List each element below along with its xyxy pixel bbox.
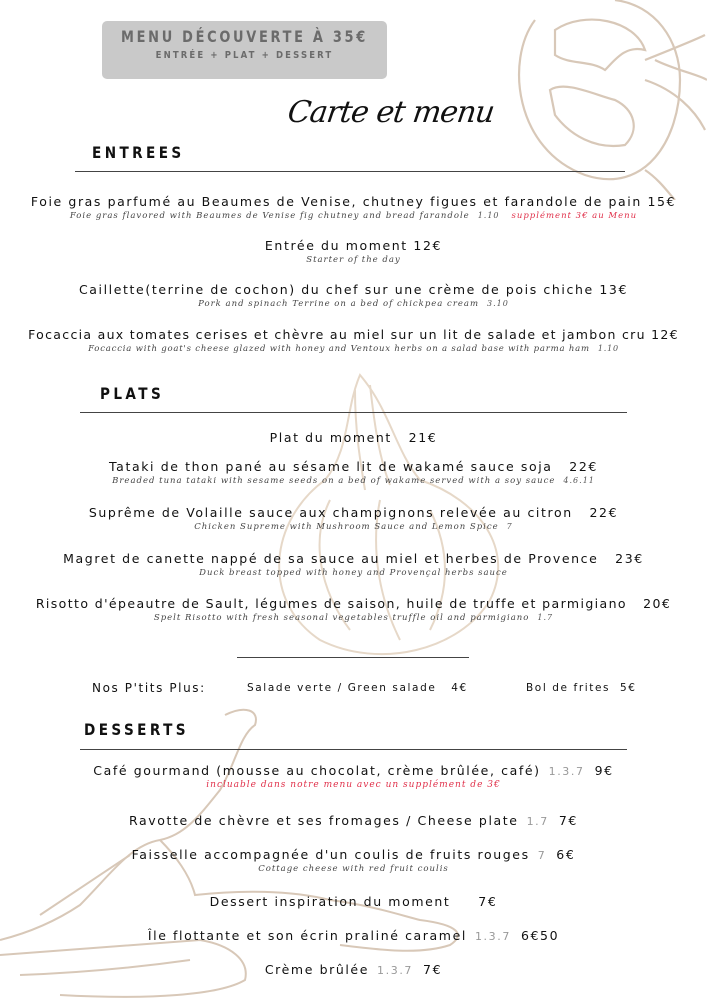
- item-description: Chicken Supreme with Mushroom Sauce and Lemon Spice: [194, 522, 499, 532]
- item-name: Café gourmand (mousse au chocolat, crème brûlée, café): [93, 763, 541, 778]
- menu-item: [0, 430, 707, 445]
- item-note: incluable dans notre menu avec un supplément de 3€: [206, 780, 501, 790]
- item-note: supplément 3€ au Menu: [511, 211, 638, 221]
- item-price: 13€: [599, 282, 629, 297]
- item-allergens: 7: [537, 849, 547, 862]
- item-name: Entrée du moment: [264, 238, 408, 253]
- item-name: Plat du moment: [269, 430, 392, 445]
- banner-subtitle: ENTRÉE + PLAT + DESSERT: [155, 50, 334, 61]
- item-allergens: 1.10: [477, 211, 500, 220]
- item-price: 12€: [651, 327, 679, 342]
- item-name: Crème brûlée: [264, 962, 370, 977]
- extra-item-salad: Salade verte / Green salade 4€: [247, 682, 468, 694]
- item-name: Île flottante et son écrin praliné caramel: [147, 928, 467, 943]
- section-title-plats: PLATS: [100, 384, 165, 403]
- item-name: Tataki de thon pané au sésame lit de wakamé sauce soja: [109, 459, 553, 474]
- item-name: Foie gras parfumé au Beaumes de Venise, chutney figues et farandole de pain: [30, 194, 642, 209]
- extra-item-fries: Bol de frites 5€: [526, 682, 637, 694]
- menu-item: [0, 327, 707, 354]
- item-allergens: 7: [506, 522, 513, 531]
- item-allergens: 1.7: [537, 613, 554, 622]
- item-price: 21€: [408, 430, 438, 445]
- menu-item: [0, 551, 707, 578]
- item-name: Risotto d'épeautre de Sault, légumes de saison, huile de truffe et parmigiano: [35, 596, 627, 611]
- menu-item: [0, 847, 707, 874]
- item-name: Suprême de Volaille sauce aux champignons relevée au citron: [88, 505, 573, 520]
- item-description: Starter of the day: [306, 255, 401, 265]
- section-divider: [80, 749, 627, 750]
- item-price: 9€: [594, 763, 614, 778]
- menu-item: [0, 282, 707, 309]
- menu-item: [0, 238, 707, 265]
- menu-item: [0, 194, 707, 221]
- item-description: Breaded tuna tataki with sesame seeds on a bed of wakame served with a soy sauce: [112, 476, 556, 486]
- menu-item: [0, 894, 707, 909]
- item-description: Focaccia with goat's cheese glazed with honey and Ventoux herbs on a salad base with parma ham: [88, 344, 590, 354]
- item-name: Dessert inspiration du moment: [209, 894, 451, 909]
- item-price: 15€: [647, 194, 677, 209]
- item-price: 7€: [423, 962, 443, 977]
- page-title: Carte et menu: [285, 95, 497, 130]
- item-allergens: 1.3.7: [548, 765, 585, 778]
- item-allergens: 1.3.7: [377, 964, 414, 977]
- item-allergens: 3.10: [487, 299, 509, 308]
- item-name: Caillette(terrine de cochon) du chef sur une crème de pois chiche: [78, 282, 594, 297]
- section-title-entrees: ENTREES: [92, 143, 185, 162]
- tomato-illustration-icon: [495, 0, 707, 200]
- item-price: 22€: [589, 505, 619, 520]
- section-divider: [75, 171, 625, 172]
- menu-decouverte-banner: [102, 21, 387, 79]
- extras-label: Nos P'tits Plus:: [92, 681, 206, 695]
- item-allergens: 1.3.7: [474, 930, 511, 943]
- menu-item: [0, 763, 707, 790]
- item-description: Spelt Risotto with fresh seasonal vegetables truffle oil and parmigiano: [153, 613, 530, 623]
- item-name: Ravotte de chèvre et ses fromages / Cheese plate: [129, 813, 519, 828]
- item-price: 23€: [615, 551, 644, 566]
- section-divider: [80, 412, 627, 413]
- item-allergens: 4.6.11: [563, 476, 595, 485]
- menu-item: [0, 459, 707, 486]
- item-description: Cottage cheese with red fruit coulis: [258, 864, 449, 874]
- item-allergens: 1.7: [526, 815, 549, 828]
- menu-item: [0, 962, 707, 977]
- item-price: 22€: [569, 459, 598, 474]
- extras-divider: [237, 657, 469, 658]
- menu-item: [0, 596, 707, 623]
- item-price: 7€: [558, 813, 578, 828]
- item-name: Faisselle accompagnée d'un coulis de fruits rouges: [131, 847, 530, 862]
- item-allergens: 1.10: [597, 344, 619, 353]
- item-price: 6€: [556, 847, 576, 862]
- menu-item: [0, 505, 707, 532]
- menu-item: [0, 813, 707, 828]
- item-description: Duck breast topped with honey and Provençal herbs sauce: [199, 568, 508, 578]
- item-description: Foie gras flavored with Beaumes de Venise fig chutney and bread farandole: [69, 211, 470, 221]
- menu-item: [0, 928, 707, 943]
- item-price: 12€: [413, 238, 443, 253]
- item-price: 7€: [478, 894, 498, 909]
- section-title-desserts: DESSERTS: [84, 720, 189, 739]
- item-price: 6€50: [520, 928, 560, 943]
- item-name: Magret de canette nappé de sa sauce au miel et herbes de Provence: [63, 551, 599, 566]
- item-name: Focaccia aux tomates cerises et chèvre au miel sur un lit de salade et jambon cru: [28, 327, 646, 342]
- banner-title: MENU DÉCOUVERTE À 35€: [121, 27, 368, 46]
- item-description: Pork and spinach Terrine on a bed of chickpea cream: [198, 299, 480, 309]
- item-price: 20€: [643, 596, 672, 611]
